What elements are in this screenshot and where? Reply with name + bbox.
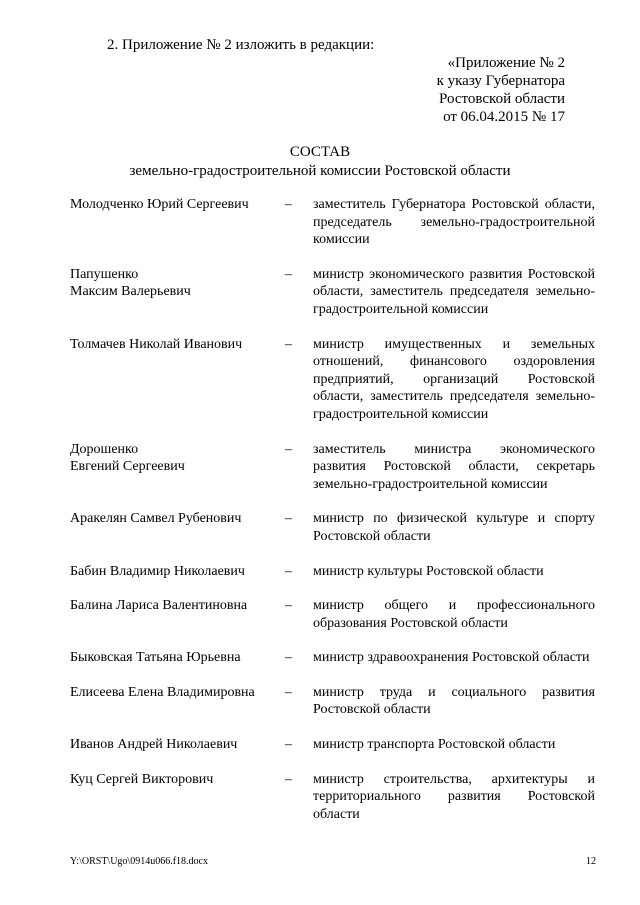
appendix-line: Ростовской области (439, 91, 565, 107)
member-name-line: Дорошенко (70, 441, 139, 457)
member-name (70, 266, 285, 319)
member-role: министр имущественных и земельных отношений, финансового оздоровления предприятий, организаций Ростовской области, заместитель председателя земельно-градостроительной комиссии (313, 336, 595, 422)
member-name (70, 736, 285, 754)
member-role: министр строительства, архитектуры и территориального развития Ростовской области (313, 771, 595, 822)
dash-separator: – (285, 266, 292, 282)
member-row (70, 266, 595, 319)
member-row (70, 510, 595, 545)
dash-separator: – (285, 650, 292, 666)
member-row (70, 684, 595, 719)
member-role: министр транспорта Ростовской области (313, 737, 556, 753)
member-role: министр здравоохранения Ростовской области (313, 650, 590, 666)
member-row (70, 771, 595, 824)
member-name-line: Толмачев Николай Иванович (70, 336, 243, 352)
member-name-line: Евгений Сергеевич (70, 459, 185, 475)
member-row (70, 597, 595, 632)
member-name-line: Елисеева Елена Владимировна (70, 684, 255, 700)
member-name-line: Бабин Владимир Николаевич (70, 563, 245, 579)
member-row (70, 563, 595, 581)
member-name (70, 597, 285, 632)
member-role: министр по физической культуре и спорту Ростовской области (313, 511, 595, 544)
member-name-line: Иванов Андрей Николаевич (70, 737, 238, 753)
member-row (70, 649, 595, 667)
member-name-line: Куц Сергей Викторович (70, 771, 214, 787)
member-name (70, 441, 285, 494)
member-name (70, 563, 285, 581)
dash-separator: – (285, 336, 292, 352)
member-name-line: Максим Валерьевич (70, 284, 191, 300)
members-list (70, 196, 595, 823)
dash-separator: – (285, 197, 292, 212)
dash-separator: – (285, 511, 292, 527)
page-number: 12 (586, 856, 596, 867)
member-name-line: Папушенко (70, 266, 139, 282)
dash-separator: – (285, 441, 292, 457)
member-name (70, 649, 285, 667)
member-role: министр труда и социального развития Ростовской области (313, 684, 595, 718)
member-row (70, 736, 595, 754)
appendix-line: от 06.04.2015 № 17 (443, 109, 565, 125)
document-title: СОСТАВ (289, 144, 351, 160)
member-role: министр культуры Ростовской области (313, 563, 544, 579)
member-name-line: Балина Лариса Валентиновна (70, 598, 248, 614)
member-name-line: Молодченко Юрий Сергеевич (70, 197, 249, 212)
member-name (70, 196, 285, 249)
footer-file-path: Y:\ORST\Ugo\0914u066.f18.docx (70, 856, 208, 867)
appendix-line: к указу Губернатора (436, 73, 565, 89)
dash-separator: – (285, 684, 292, 700)
document-subtitle: земельно-градостроительной комиссии Ростовской области (129, 163, 511, 179)
member-role: министр экономического развития Ростовской области, заместитель председателя земельно-градостроительной комиссии (313, 266, 595, 317)
member-row (70, 196, 595, 249)
member-role: заместитель министра экономического развития Ростовской области, секретарь земельно-градостроительной комиссии (313, 441, 595, 492)
dash-separator: – (285, 563, 292, 579)
amendment-intro: 2. Приложение № 2 изложить в редакции: (107, 37, 375, 53)
member-row (70, 441, 595, 494)
member-name (70, 510, 285, 545)
dash-separator: – (285, 771, 292, 787)
dash-separator: – (285, 598, 292, 614)
member-role: министр общего и профессионального образования Ростовской области (313, 598, 595, 631)
appendix-line: «Приложение № 2 (447, 55, 565, 71)
appendix-reference (437, 54, 565, 126)
member-name-line: Аракелян Самвел Рубенович (70, 511, 242, 527)
member-name (70, 771, 285, 824)
dash-separator: – (285, 737, 292, 753)
member-row (70, 336, 595, 424)
member-name-line: Быковская Татьяна Юрьевна (70, 650, 241, 666)
member-name (70, 336, 285, 424)
member-name (70, 684, 285, 719)
member-role: заместитель Губернатора Ростовской области, председатель земельно-градостроительной комиссии (313, 197, 595, 248)
